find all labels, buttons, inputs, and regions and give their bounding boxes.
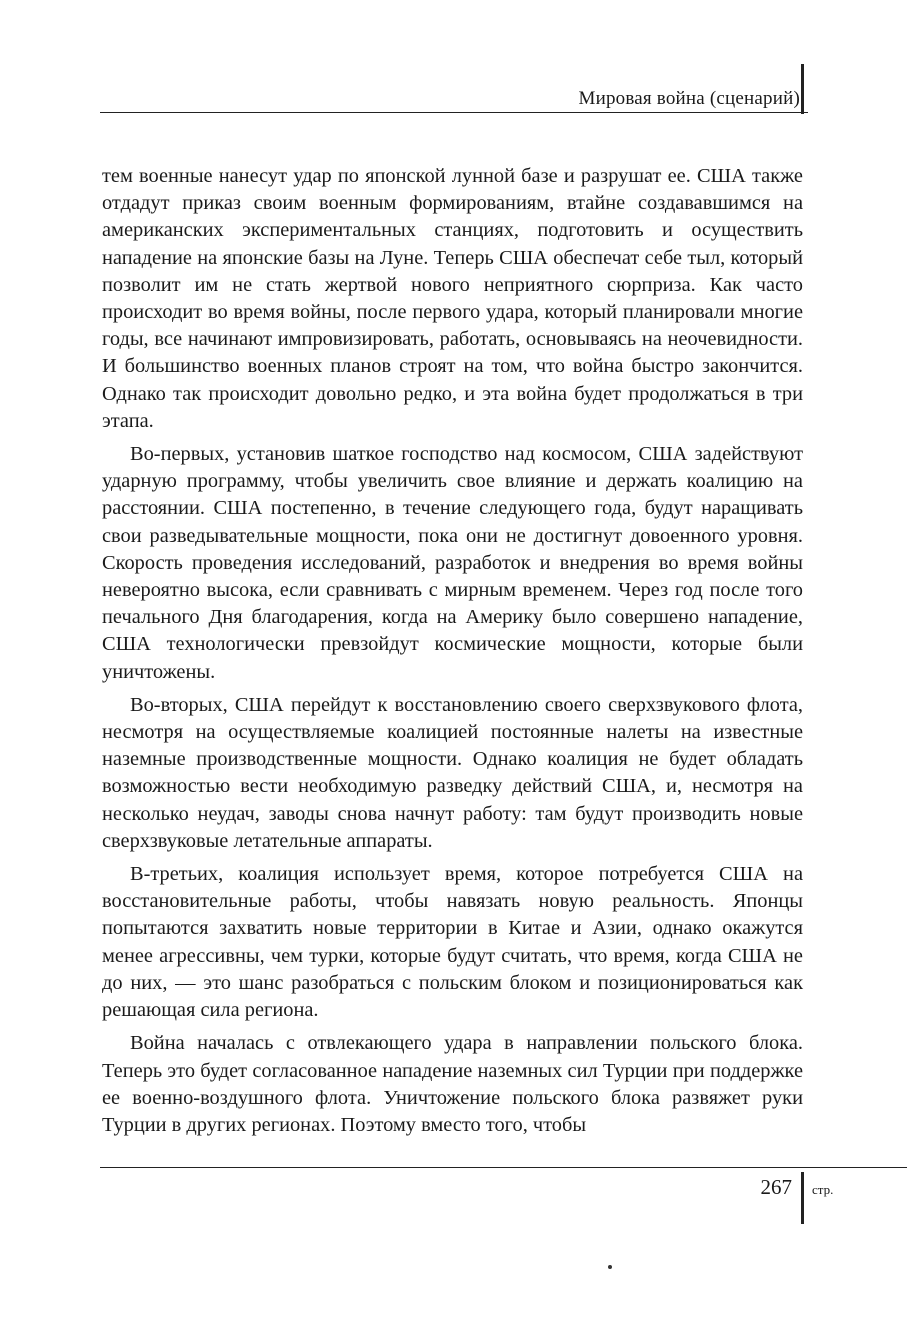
scan-speck: [608, 1265, 612, 1269]
paragraph-5: Война началась с отвлекающего удара в направлении польского блока. Теперь это будет согласованное нападение наземных сил Турции при поддержке ее военно-воздушного флота. Уничтожение польского блока развяжет руки Турции в других регионах. Поэтому вместо того, чтобы: [102, 1032, 803, 1136]
header-rule: [100, 112, 808, 113]
paragraph-1: тем военные нанесут удар по японской лунной базе и разрушат ее. США также отдадут приказ своим военным формированиям, втайне создававшимся на американских экспериментальных станциях, подготовить и осуществить нападение на японские базы на Луне. Теперь США обеспечат себе тыл, который позволит им не стать жертвой нового неприятного сюрприза. Как часто происходит во время войны, после первого удара, который планировали многие годы, все начинают импровизировать, работать, основываясь на неочевидности. И большинство военных планов строят на том, что война быстро закончится. Однако так происходит довольно редко, и эта война будет продолжаться в три этапа.: [102, 165, 803, 432]
footer-rule: [100, 1167, 907, 1168]
paragraph-4: В-третьих, коалиция использует время, которое потребуется США на восстановительные работы, чтобы навязать новую реальность. Японцы попытаются захватить новые территории в Китае и Азии, однако окажутся менее агрессивны, чем турки, которые будут считать, что время, когда США не до них, — это шанс разобраться с польским блоком и позиционироваться как решающая сила региона.: [102, 863, 803, 1022]
running-header: Мировая война (сценарий): [578, 88, 800, 109]
footer-vertical-bar: [801, 1172, 804, 1224]
page-suffix: стр.: [812, 1182, 834, 1197]
header-vertical-bar: [801, 64, 804, 114]
paragraph-3: Во-вторых, США перейдут к восстановлению своего сверхзвукового флота, несмотря на осуществляемые коалицией постоянные налеты на известные наземные производственные мощности. Однако коалиция не будет обладать возможностью вести необходимую разведку действий США, и, несмотря на несколько неудач, заводы снова начнут работу: там будут производить новые сверхзвуковые летательные аппараты.: [102, 693, 803, 852]
page-number: 267: [760, 1175, 792, 1199]
body-text: [102, 163, 803, 1139]
paragraph-2: Во-первых, установив шаткое господство над космосом, США задействуют ударную программу, чтобы увеличить свое влияние и держать коалицию на расстоянии. США постепенно, в течение следующего года, будут наращивать свои разведывательные мощности, пока они не достигнут довоенного уровня. Скорость проведения исследований, разработок и внедрения во время войны невероятно высока, если сравнивать с мирным временем. Через год после того печального Дня благодарения, когда на Америку было совершено нападение, США технологически превзойдут космические мощности, которые были уничтожены.: [102, 443, 803, 683]
